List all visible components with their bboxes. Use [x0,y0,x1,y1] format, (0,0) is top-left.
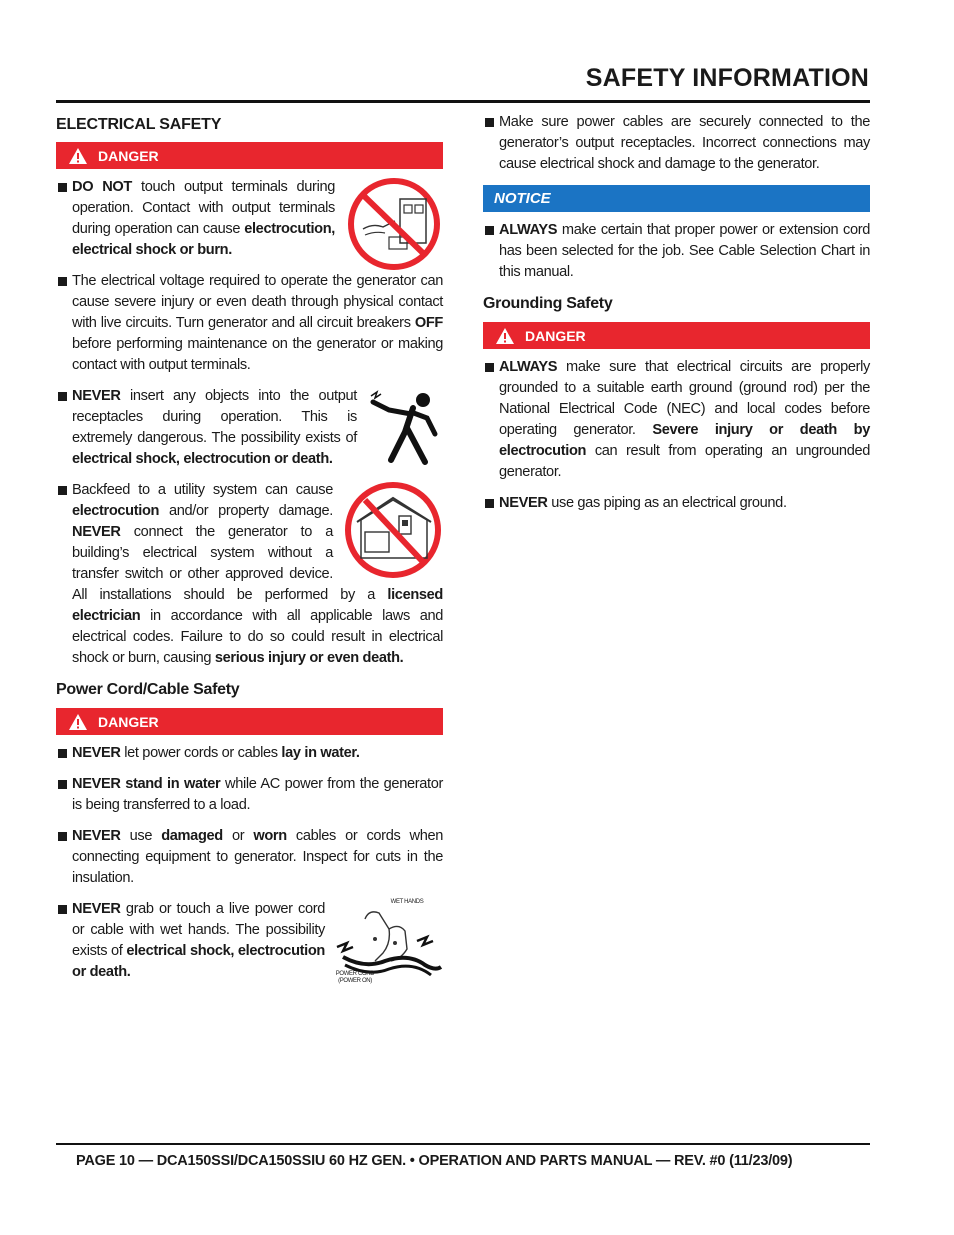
emphasis-text: NEVER [72,524,121,540]
bullet-square-icon [485,226,494,235]
list-item [483,357,870,483]
body-text: in accordance with all applicable laws and electrical codes. Failure to do so could result in electrical shock or burn, causing [72,608,443,666]
list-item [483,112,870,175]
power-cord-caption: POWER CORD (POWER ON) [335,971,375,984]
bottom-rule [56,1143,870,1145]
bullet-square-icon [58,392,67,401]
emphasis-text: NEVER [72,388,121,404]
page-title: SAFETY INFORMATION [585,64,869,92]
list-item [483,220,870,283]
body-text: grab or touch a live power cord or cable with wet hands. The possibility exists of [72,901,325,959]
emphasis-text: electrical shock, electrocution or death. [72,451,333,467]
notice-banner [483,185,870,212]
body-text: insert any objects into the output receptacles during operation. This is extremely dangerous. The possibility exists of [72,388,357,446]
no-touch-terminals-icon [345,177,443,271]
list-item [56,177,443,261]
body-text: Make sure power cables are securely connected to the generator’s output receptacles. Incorrect connections may cause electrical shock and damage to the generator. [499,114,870,172]
body-text: and/or property damage. [159,503,333,519]
emphasis-text: electrocution, electrical shock or burn. [72,221,335,258]
body-text: can result from operating an ungrounded generator. [499,443,870,480]
emphasis-text: electrical shock, electrocution or death. [72,943,325,980]
body-text: use [120,828,162,844]
no-backfeed-icon [343,480,443,580]
emphasis-text: serious injury or even death. [214,650,404,666]
emphasis-text: lay in water. [281,745,360,761]
danger-banner [56,142,443,169]
emphasis-text: licensed electrician [72,587,443,624]
emphasis-text: ALWAYS [499,222,558,238]
section-title-electrical-safety: ELECTRICAL SAFETY [56,116,222,133]
list-item [56,743,443,764]
bullet-square-icon [58,486,67,495]
body-text: while AC power from the generator is being transferred to a load. [72,776,443,813]
top-rule [56,100,870,103]
bullet-square-icon [58,832,67,841]
list-item [56,480,443,669]
list-item [56,271,443,376]
body-text: or [222,828,254,844]
danger-banner [483,322,870,349]
warning-triangle-icon [68,713,88,731]
list-item [483,493,870,514]
body-text: let power cords or cables [120,745,282,761]
emphasis-text: OFF [414,315,443,331]
body-text: make sure that electrical circuits are properly grounded to a suitable earth ground (ground rod) per the National Electrical Code (NEC) and local codes before operating generator. [499,359,870,438]
emphasis-text: NEVER [499,495,548,511]
danger-banner [56,708,443,735]
warning-triangle-icon [495,327,515,345]
right-column [483,112,870,524]
emphasis-text: ALWAYS [499,359,558,375]
danger-label: DANGER [98,713,159,730]
emphasis-text: electrocution [72,503,160,519]
section-title-power-cord: Power Cord/Cable Safety [56,681,240,698]
emphasis-text: DO NOT [72,179,132,195]
bullet-square-icon [485,363,494,372]
emphasis-text: worn [253,828,287,844]
body-text: before performing maintenance on the generator or making contact with output terminals. [72,336,443,373]
emphasis-text: NEVER [72,745,121,761]
wet-hands-caption: WET HANDS [390,899,424,905]
bullet-square-icon [58,183,67,192]
warning-triangle-icon [68,147,88,165]
emphasis-text: NEVER [72,901,121,917]
body-text: touch output terminals during operation. Contact with output terminals during operation can cause [72,179,335,237]
list-item [56,826,443,889]
electric-shock-icon [367,386,443,466]
bullet-square-icon [58,749,67,758]
body-text: cables or cords when connecting equipment to generator. Inspect for cuts in the insulation. [72,828,443,886]
wet-hands-icon [335,899,443,995]
left-column [56,112,443,995]
bullet-square-icon [485,118,494,127]
body-text: The electrical voltage required to operate the generator can cause severe injury or even death through physical contact with live circuits. Turn generator and all circuit breakers [72,273,443,331]
bullet-square-icon [58,277,67,286]
danger-label: DANGER [525,327,586,344]
emphasis-text: NEVER [72,828,121,844]
list-item [56,774,443,816]
emphasis-text: damaged [161,828,223,844]
body-text: Backfeed to a utility system can cause [72,482,333,498]
danger-label: DANGER [98,147,159,164]
page-footer: PAGE 10 — DCA150SSI/DCA150SSIU 60 HZ GEN. • OPERATION AND PARTS MANUAL — REV. #0 (11/23/09) [76,1153,793,1169]
bullet-square-icon [58,905,67,914]
list-item [56,899,443,983]
body-text: make certain that proper power or extension cord has been selected for the job. See Cable Selection Chart in this manual. [499,222,870,280]
notice-label: NOTICE [494,190,551,207]
bullet-square-icon [485,499,494,508]
body-text: connect the generator to a building’s electrical system without a transfer switch or other approved device. All installations should be performed by a [72,524,388,603]
section-title-grounding: Grounding Safety [483,295,613,312]
body-text: use gas piping as an electrical ground. [547,495,787,511]
list-item [56,386,443,470]
emphasis-text: Severe injury or death by electrocution [499,422,870,459]
emphasis-text: NEVER stand in water [72,776,221,792]
bullet-square-icon [58,780,67,789]
